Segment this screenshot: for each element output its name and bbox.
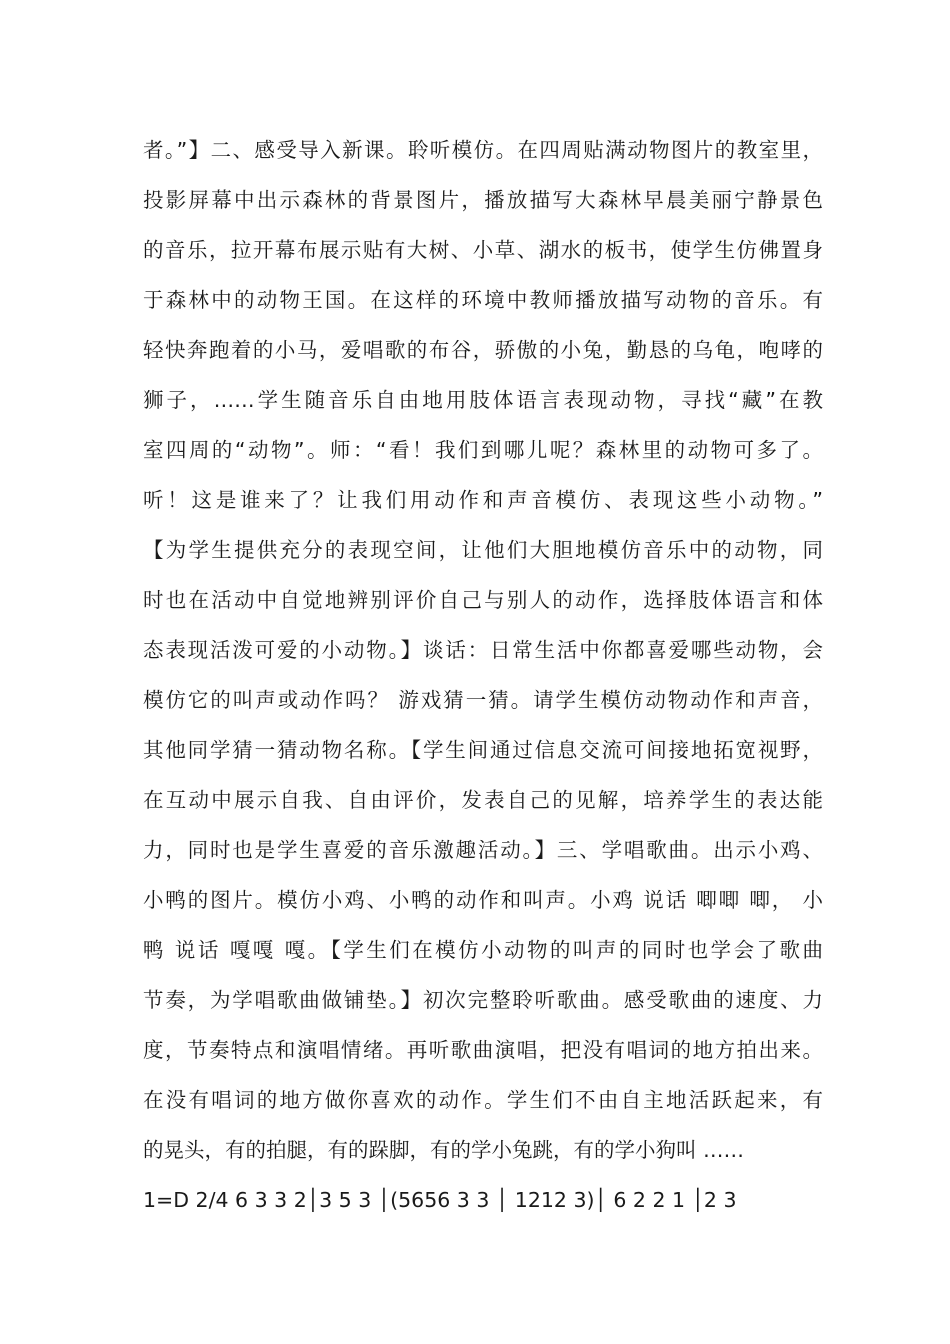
text-line: 于森林中的动物王国。在这样的环境中教师播放描写动物的音乐。有 (143, 288, 823, 312)
text-line: 狮子，……学生随音乐自由地用肢体语言表现动物，寻找“藏”在教 (143, 388, 823, 412)
text-line: 轻快奔跑着的小马，爱唱歌的布谷，骄傲的小兔，勤恳的乌龟，咆哮的 (143, 338, 823, 362)
body-text (143, 128, 823, 1228)
text-line: 的音乐，拉开幕布展示贴有大树、小草、湖水的板书，使学生仿佛置身 (143, 238, 823, 262)
text-line: 者。”】二、感受导入新课。聆听模仿。在四周贴满动物图片的教室里， (143, 138, 823, 162)
text-line: 【为学生提供充分的表现空间，让他们大胆地模仿音乐中的动物，同 (143, 538, 823, 562)
text-line: 力，同时也是学生喜爱的音乐激趣活动。】三、学唱歌曲。出示小鸡、 (143, 838, 823, 862)
text-line: 在互动中展示自我、自由评价，发表自己的见解，培养学生的表达能 (143, 788, 823, 812)
text-line: 室四周的“动物”。师：“看！我们到哪儿呢？森林里的动物可多了。 (143, 438, 823, 462)
text-line: 模仿它的叫声或动作吗？ 游戏猜一猜。请学生模仿动物动作和声音， (143, 688, 823, 712)
text-line: 时也在活动中自觉地辨别评价自己与别人的动作，选择肢体语言和体 (143, 588, 823, 612)
text-line: 鸭 说话 嘎嘎 嘎。【学生们在模仿小动物的叫声的同时也学会了歌曲 (143, 938, 823, 962)
text-line: 态表现活泼可爱的小动物。】谈话：日常生活中你都喜爱哪些动物，会 (143, 638, 823, 662)
text-line: 节奏，为学唱歌曲做铺垫。】初次完整聆听歌曲。感受歌曲的速度、力 (143, 988, 823, 1012)
music-notation-line: 1=D 2/4 6 3 3 2│3 5 3 │(5656 3 3 │ 1212 3)│ 6 2 2 1 │2 3 (143, 1188, 737, 1212)
text-line: 在没有唱词的地方做你喜欢的动作。学生们不由自主地活跃起来，有 (143, 1088, 823, 1112)
text-line: 听！这是谁来了？让我们用动作和声音模仿、表现这些小动物。” (143, 488, 823, 512)
text-line: 小鸭的图片。模仿小鸡、小鸭的动作和叫声。小鸡 说话 唧唧 唧， 小 (143, 888, 823, 912)
text-line: 投影屏幕中出示森林的背景图片，播放描写大森林早晨美丽宁静景色 (143, 188, 823, 212)
text-line: 的晃头，有的拍腿，有的跺脚，有的学小兔跳，有的学小狗叫 …… (143, 1138, 745, 1162)
text-line: 其他同学猜一猜动物名称。【学生间通过信息交流可间接地拓宽视野， (143, 738, 823, 762)
text-line: 度，节奏特点和演唱情绪。再听歌曲演唱，把没有唱词的地方拍出来。 (143, 1038, 823, 1062)
